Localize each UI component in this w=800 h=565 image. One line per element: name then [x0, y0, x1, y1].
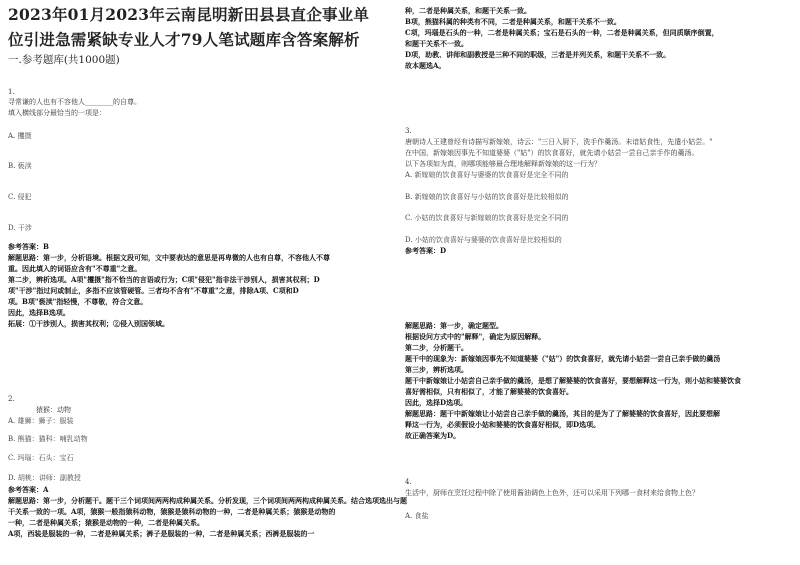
q3-stem-line: 在中国，新嫁娘因事先不知道婆婆（"姑"）的饮食喜好，就先请小姑尝一尝自己亲手作的羹汤。 [405, 149, 699, 157]
q3-explanation-line: 第三步，辨析选项。 [405, 365, 468, 374]
q1-explanation-line: 解题思路：第一步，分析语境。根据文段可知，文中要表达的意思是再卑微的人也有自尊，不容他人不尊 [8, 253, 330, 262]
q3-explanation-line: 释这一行为，必须假设小姑和婆婆的饮食喜好相似，即D选项。 [405, 420, 601, 429]
q3-explanation-line: 解题思路：题干中新嫁娘让小姑尝自己亲手做的羹汤，其目的是为了了解婆婆的饮食喜好，因此要想解 [405, 409, 720, 418]
q1-number: 1. [8, 88, 15, 96]
q2-explanation-line: A项，西装是服装的一种，二者是种属关系；裤子是服装的一种，二者是种属关系；西裤是服装的一 [8, 529, 315, 538]
q2-explanation-line: 一种，二者是种属关系；猿猴是动物的一种，二者是种属关系。 [8, 518, 204, 527]
q2-continued-line: B项，熊猫科属的种类有不同，二者是种属关系，和题干关系不一致。 [405, 17, 621, 26]
q3-explanation-line: 喜好需相似，只有相似了，才能了解婆婆的饮食喜好。 [405, 387, 573, 396]
q3-option-a: A. 新嫁娘的饮食喜好与婆婆的饮食喜好是完全不同的 [405, 171, 569, 179]
q1-answer: 参考答案：B [8, 242, 49, 251]
document-title-line2: 位引进急需紧缺专业人才79人笔试题库含答案解析 [8, 30, 360, 49]
q3-explanation-line: 题干中的现象为：新嫁娘因事先不知道婆婆（"姑"）的饮食喜好，就先请小姑尝一尝自己亲手做的羹汤 [405, 354, 721, 363]
q1-explanation-line: 第二步，辨析选项。A项"攫摄"指不恰当的言语或行为；C项"侵犯"指非法干涉别人，损害其权利；D [8, 275, 320, 284]
q3-explanation-line: 故正确答案为D。 [405, 431, 461, 440]
q4-number: 4. [405, 478, 412, 486]
q2-continued-line: C项，玛瑙是石头的一种，二者是种属关系；宝石是石头的一种，二者是种属关系，但同质顺序倒置， [405, 28, 719, 37]
q1-explanation-line: 项。B项"亵渎"指轻慢，不尊敬，符合文意。 [8, 297, 148, 306]
q3-answer: 参考答案：D [405, 246, 447, 255]
document-title-line1: 2023年01月2023年云南昆明新田县县直企事业单 [8, 5, 370, 24]
q1-option-d: D. 干涉 [8, 224, 32, 232]
q2-continued-line: 和题干关系不一致。 [405, 39, 468, 48]
q2-continued-line: 种，二者是种属关系，和题干关系一致。 [405, 6, 531, 15]
q1-stem-line2: 填入横线部分最恰当的一项是： [8, 109, 106, 117]
q1-option-a: A. 攫摄 [8, 132, 32, 140]
q1-explanation-line: 项"干涉"指过问或制止，多指不应该管硬管。三者均不含有"不尊重"之意，排除A项、C项和D [8, 286, 299, 295]
q2-answer: 参考答案：A [8, 485, 49, 494]
q2-continued-line: D项，助教、讲师和副教授是三种不同的职级，三者是并列关系，和题干关系不一致。 [405, 50, 671, 59]
left-column [8, 0, 407, 538]
q1-explanation-line: 拓展：①干涉别人，损害其权利；②侵入别国领域。 [8, 319, 169, 328]
section-heading: 一.参考题库(共1000题) [8, 54, 120, 66]
q3-option-b: B. 新嫁娘的饮食喜好与小姑的饮食喜好是比较相似的 [405, 193, 569, 201]
q2-stem: 猿猴：动物 [36, 406, 71, 414]
q3-option-c: C. 小姑的饮食喜好与新嫁娘的饮食喜好是完全不同的 [405, 214, 569, 222]
q2-explanation-line: 干关系一致的一项。A项，猿猴一般指猿科动物，猿猴是猿科动物的一种，二者是种属关系；猿猴是动物的 [8, 507, 336, 516]
q3-stem-line: 以下各项如为真，则哪项能够最合理地解释新嫁娘的这一行为？ [405, 160, 601, 168]
q1-option-c: C. 侵犯 [8, 193, 32, 201]
q3-explanation-line: 因此，选择D选项。 [405, 398, 468, 407]
q3-explanation-line: 解题思路：第一步，确定题型。 [405, 321, 503, 330]
q1-explanation-line: 因此，选择B选项。 [8, 308, 70, 317]
q4-option-a: A. 食盐 [405, 512, 429, 520]
q4-stem: 生活中，厨师在烹饪过程中除了使用酱油调色上色外，还可以采用下列哪一食材来给食物上色？ [405, 489, 699, 497]
q2-number: 2. [8, 395, 15, 403]
q2-option-d: D. 胡桃：讲师：副教授 [8, 474, 81, 482]
q1-stem-line1: 寻常谦的人也有不容他人________的自尊。 [8, 98, 141, 106]
q3-stem-line: 唐朝诗人王建曾经有诗描写新嫁娘，诗云："三日入厨下，洗手作羹汤。未谙姑食性，先遣小姑尝。" [405, 138, 713, 146]
q3-explanation-line: 根据设问方式中的"解释"，确定为原因解释。 [405, 332, 546, 341]
q2-option-a: A. 雄狮：狮子：服装 [8, 417, 74, 425]
q2-option-c: C. 玛瑙：石头：宝石 [8, 454, 74, 462]
q3-option-d: D. 小姑的饮食喜好与婆婆的饮食喜好是比较相似的 [405, 236, 562, 244]
q3-number: 3. [405, 127, 412, 135]
q3-explanation-line: 题干中新嫁娘让小姑尝自己亲手做的羹汤，是想了解婆婆的饮食喜好，要想解释这一行为，则小姑和婆婆饮食 [405, 376, 741, 385]
q2-explanation-line: 解题思路：第一步，分析题干。题干三个词项间两两构成种属关系。分析发现，三个词项间两两构成种属关系。结合选项选出与题 [8, 496, 407, 505]
q2-continued-line: 故本题选A。 [405, 61, 446, 70]
q1-option-b: B. 亵渎 [8, 162, 32, 170]
q3-explanation-line: 第二步，分析题干。 [405, 343, 468, 352]
q1-explanation-line: 重。因此填入的词语应含有"不尊重"之意。 [8, 264, 142, 273]
q2-option-b: B. 熊猫：猫科：哺乳动物 [8, 435, 88, 443]
